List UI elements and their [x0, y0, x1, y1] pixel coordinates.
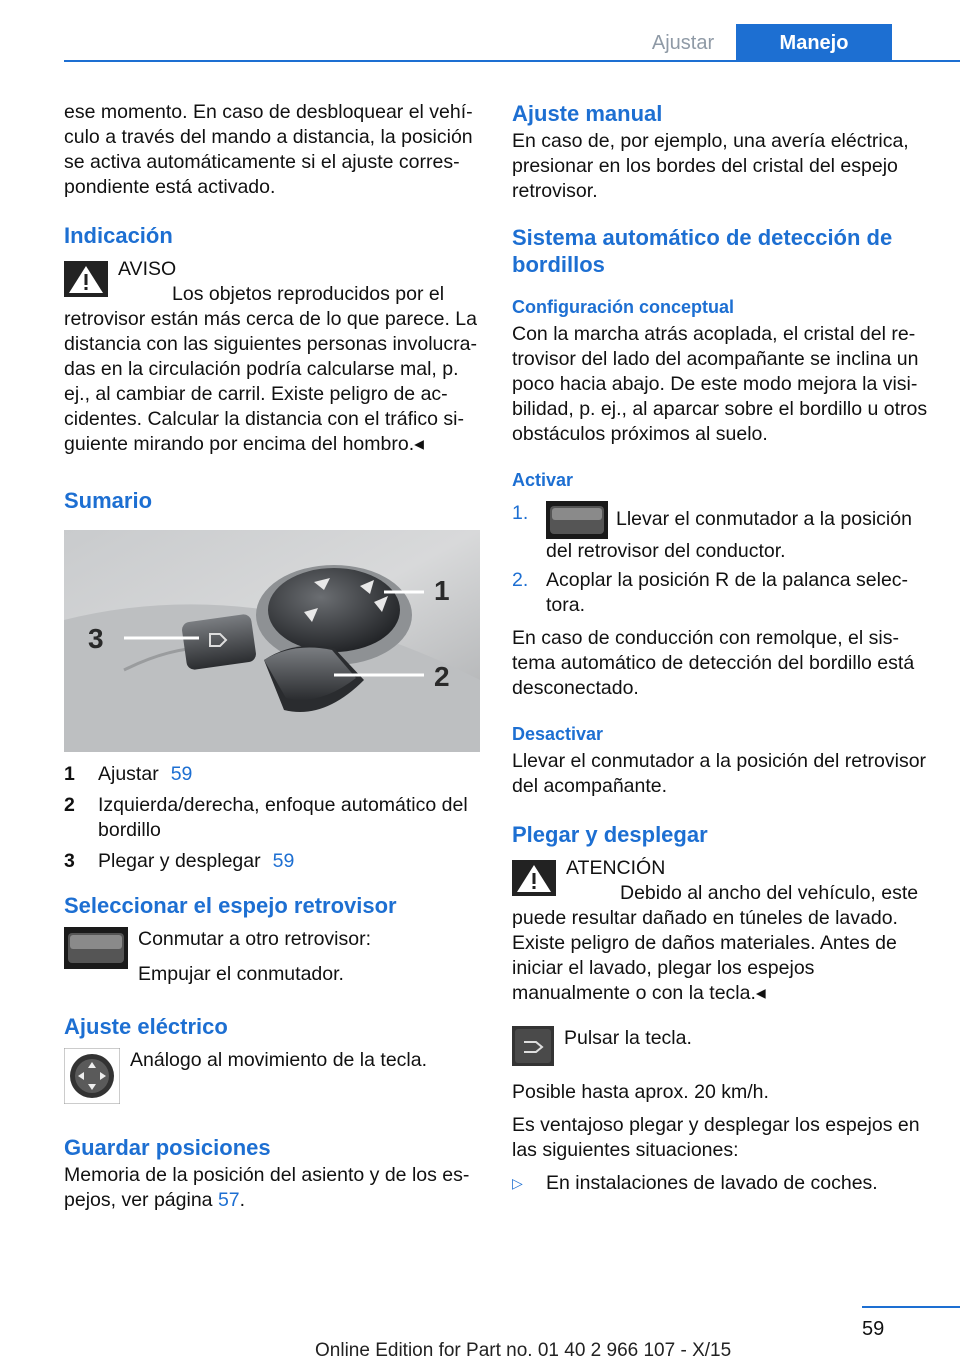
seleccionar-row [64, 927, 480, 987]
right-column [512, 100, 928, 1196]
legend-num: 2 [64, 794, 75, 816]
ajuste-manual-heading: Ajuste manual [512, 101, 663, 126]
page-ref-link[interactable]: 59 [170, 763, 193, 785]
edition-footer: Online Edition for Part no. 01 40 2 966 107 - X/15 [315, 1340, 732, 1361]
mirror-switch-icon [64, 927, 128, 969]
bullet-triangle-icon: ▷ [512, 1175, 523, 1191]
figure-label-2: 2 [434, 661, 450, 692]
ajuste-electrico-text: Análogo al movimiento de la tecla. [130, 1049, 428, 1071]
pulsar-text: Pulsar la tecla. [564, 1027, 692, 1049]
pulsar-row [512, 1026, 928, 1066]
page-ref-link[interactable]: 59 [272, 850, 295, 872]
desactivar-text: Llevar el conmutador a la posición del retrovisor del acompañante. [512, 750, 927, 797]
aviso-block [64, 257, 480, 457]
atencion-block [512, 856, 928, 1006]
seleccionar-line2: Empujar el conmutador. [138, 963, 344, 985]
legend-num: 1 [64, 763, 75, 785]
list-item: ▷ En instalaciones de lavado de coches. [512, 1172, 878, 1194]
figure-label-3: 3 [88, 623, 104, 654]
ventajoso-text: Es ventajoso plegar y desplegar los espejos en las siguientes situaciones: [512, 1114, 920, 1161]
intro-paragraph: ese momento. En caso de desbloquear el vehículo a través del mando a distancia, la posición se activa automáticamente si el ajuste correspondiente está activado. [64, 101, 473, 198]
fold-mirror-button-icon [512, 1026, 554, 1066]
legend-item: Ajustar 59 [98, 763, 193, 785]
seleccionar-line1: Conmutar a otro retrovisor: [138, 928, 372, 950]
indicacion-heading: Indicación [64, 223, 173, 248]
list-item: 1. Llevar el conmutador a la posición del retrovisor del conductor. [512, 502, 912, 562]
atencion-text: Debido al ancho del vehículo, este puede resultar dañado en túneles de lavado. Existe peligro de daños materiales. Antes de iniciar el lavado, plegar los espejos manualmente o con la tecla.◂ [512, 882, 919, 1004]
config-text: Con la marcha atrás acoplada, el cristal del retrovisor del lado del acompañante se inclina un poco hacia abajo. De este modo mejora la visibilidad, p. ej., al aparcar sobre el bordillo u otros obstáculos próximos al suelo. [512, 323, 928, 445]
config-heading: Configuración conceptual [512, 297, 735, 317]
page-ref-link[interactable]: 57 [217, 1189, 240, 1211]
desactivar-heading: Desactivar [512, 724, 604, 744]
guardar-paragraph: Memoria de la posición del asiento y de los espejos, ver página 57. [64, 1164, 470, 1211]
mirror-switch-icon [546, 501, 608, 539]
tab-manejo[interactable]: Manejo [736, 24, 892, 62]
aviso-label: AVISO [118, 258, 177, 280]
page-number: 59 [862, 1318, 885, 1340]
sumario-heading: Sumario [64, 488, 153, 513]
legend-item: Izquierda/derecha, enfoque automático del bordillo [98, 794, 468, 841]
list-item: 2. Acoplar la posición R de la palanca selectora. [512, 569, 909, 616]
ajuste-electrico-row [64, 1048, 480, 1104]
figure-label-1: 1 [434, 575, 450, 606]
joystick-icon [64, 1048, 120, 1104]
atencion-label: ATENCIÓN [566, 857, 666, 879]
activar-heading: Activar [512, 470, 574, 490]
guardar-heading: Guardar posiciones [64, 1135, 271, 1160]
aviso-text: Los objetos reproducidos por el retrovisor están más cerca de lo que parece. La distancia con las siguientes personas involucradas en la circulación podría calcularse mal, p. ej., al cambiar de carril. Existe peligro de accidentes. Calcular la distancia con el tráfico siguiente mirando por encima del hombro.◂ [64, 283, 477, 455]
remolque-text: En caso de conducción con remolque, el sistema automático de detección del bordillo está desconectado. [512, 627, 915, 699]
activar-steps [512, 501, 928, 618]
mirror-switch-photo [64, 530, 480, 752]
legend-num: 3 [64, 850, 75, 872]
ajuste-manual-text: En caso de, por ejemplo, una avería eléctrica, presionar en los bordes del cristal del espejo retrovisor. [512, 130, 909, 202]
plegar-heading: Plegar y desplegar [512, 822, 708, 847]
footer-rule [862, 1306, 960, 1308]
figure-legend [64, 762, 480, 874]
warning-icon [64, 261, 108, 297]
seleccionar-heading: Seleccionar el espejo retrovisor [64, 893, 397, 918]
warning-icon [512, 860, 556, 896]
tab-ajustar[interactable]: Ajustar [651, 32, 715, 54]
ajuste-electrico-heading: Ajuste eléctrico [64, 1014, 228, 1039]
legend-item: Plegar y desplegar 59 [98, 850, 295, 872]
posible-text: Posible hasta aprox. 20 km/h. [512, 1081, 769, 1103]
sistema-heading: Sistema automático de detección de bordillos [512, 225, 893, 277]
left-column [64, 100, 480, 1221]
